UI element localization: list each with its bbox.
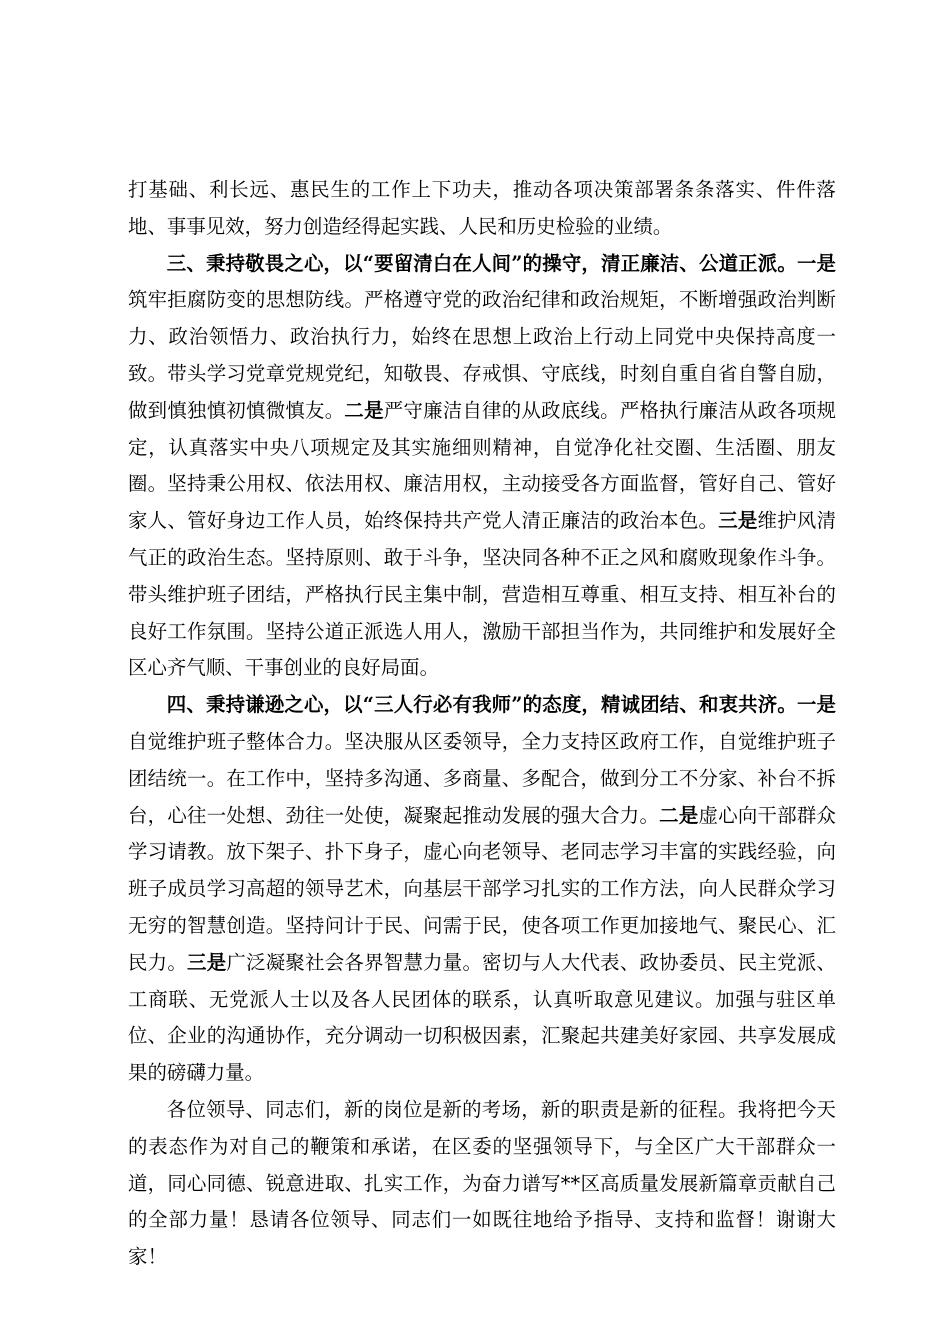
item-marker: 二是 <box>659 803 699 827</box>
section-heading: 三、秉持敬畏之心，以“要留清白在人间”的操守，清正廉洁、公道正派。一是 <box>166 251 836 275</box>
item-marker: 三是 <box>187 950 227 974</box>
document-body <box>128 172 836 1276</box>
item-marker: 二是 <box>344 398 384 422</box>
text-run: 自觉维护班子整体合力。坚决服从区委领导，全力支持区政府工作，自觉维护班子团结统一。在工作中，坚持多沟通、多商量、多配合，做到分工不分家、补台不拆台，心往一处想、劲往一处使，凝聚起推动发展的强大合力。 <box>128 729 836 827</box>
text-run: 严守廉洁自律的从政底线。严格执行廉洁从政各项规定，认真落实中央八项规定及其实施细则精神，自觉净化社交圈、生活圈、朋友圈。坚持秉公用权、依法用权、廉洁用权，主动接受各方面监督，管好自己、管好家人、管好身边工作人员，始终保持共产党人清正廉洁的政治本色。 <box>128 398 836 533</box>
item-marker: 三是 <box>718 509 758 533</box>
text-run: 筑牢拒腐防变的思想防线。严格遵守党的政治纪律和政治规矩，不断增强政治判断力、政治领悟力、政治执行力，始终在思想上政治上行动上同党中央保持高度一致。带头学习党章党规党纪，知敬畏、存戒惧、守底线，时刻自重自省自警自励，做到慎独慎初慎微慎友。 <box>128 288 836 422</box>
text-run: 广泛凝聚社会各界智慧力量。密切与人大代表、政协委员、民主党派、工商联、无党派人士以及各人民团体的联系，认真听取意见建议。加强与驻区单位、企业的沟通协作，充分调动一切积极因素，汇聚起共建美好家园、共享发展成果的磅礴力量。 <box>128 950 836 1085</box>
text-run: 维护风清气正的政治生态。坚持原则、敢于斗争，坚决同各种不正之风和腐败现象作斗争。带头维护班子团结，严格执行民主集中制，营造相互尊重、相互支持、相互补台的良好工作氛围。坚持公道正派选人用人，激励干部担当作为，共同维护和发展好全区心齐气顺、干事创业的良好局面。 <box>128 509 837 680</box>
paragraph-continuation <box>128 172 836 246</box>
text-run: 打基础、利长远、惠民生的工作上下功夫，推动各项决策部署条条落实、件件落地、事事见效，努力创造经得起实践、人民和历史检验的业绩。 <box>128 178 836 238</box>
paragraph-closing <box>128 1092 836 1276</box>
paragraph-section-three <box>128 246 836 688</box>
text-run: 虚心向干部群众学习请教。放下架子、扑下身子，虚心向老领导、老同志学习丰富的实践经验，向班子成员学习高超的领导艺术，向基层干部学习扎实的工作方法，向人民群众学习无穷的智慧创造。坚持问计于民、问需于民，使各项工作更加接地气、聚民心、汇民力。 <box>128 803 836 974</box>
paragraph-section-four <box>128 687 836 1092</box>
section-heading: 四、秉持谦逊之心，以“三人行必有我师”的态度，精诚团结、和衷共济。一是 <box>166 693 836 717</box>
text-run: 各位领导、同志们，新的岗位是新的考场，新的职责是新的征程。我将把今天的表态作为对自己的鞭策和承诺，在区委的坚强领导下，与全区广大干部群众一道，同心同德、锐意进取、扎实工作，为奋力谱写**区高质量发展新篇章贡献自己的全部力量！恳请各位领导、同志们一如既往地给予指导、支持和监督！谢谢大家！ <box>128 1097 836 1269</box>
